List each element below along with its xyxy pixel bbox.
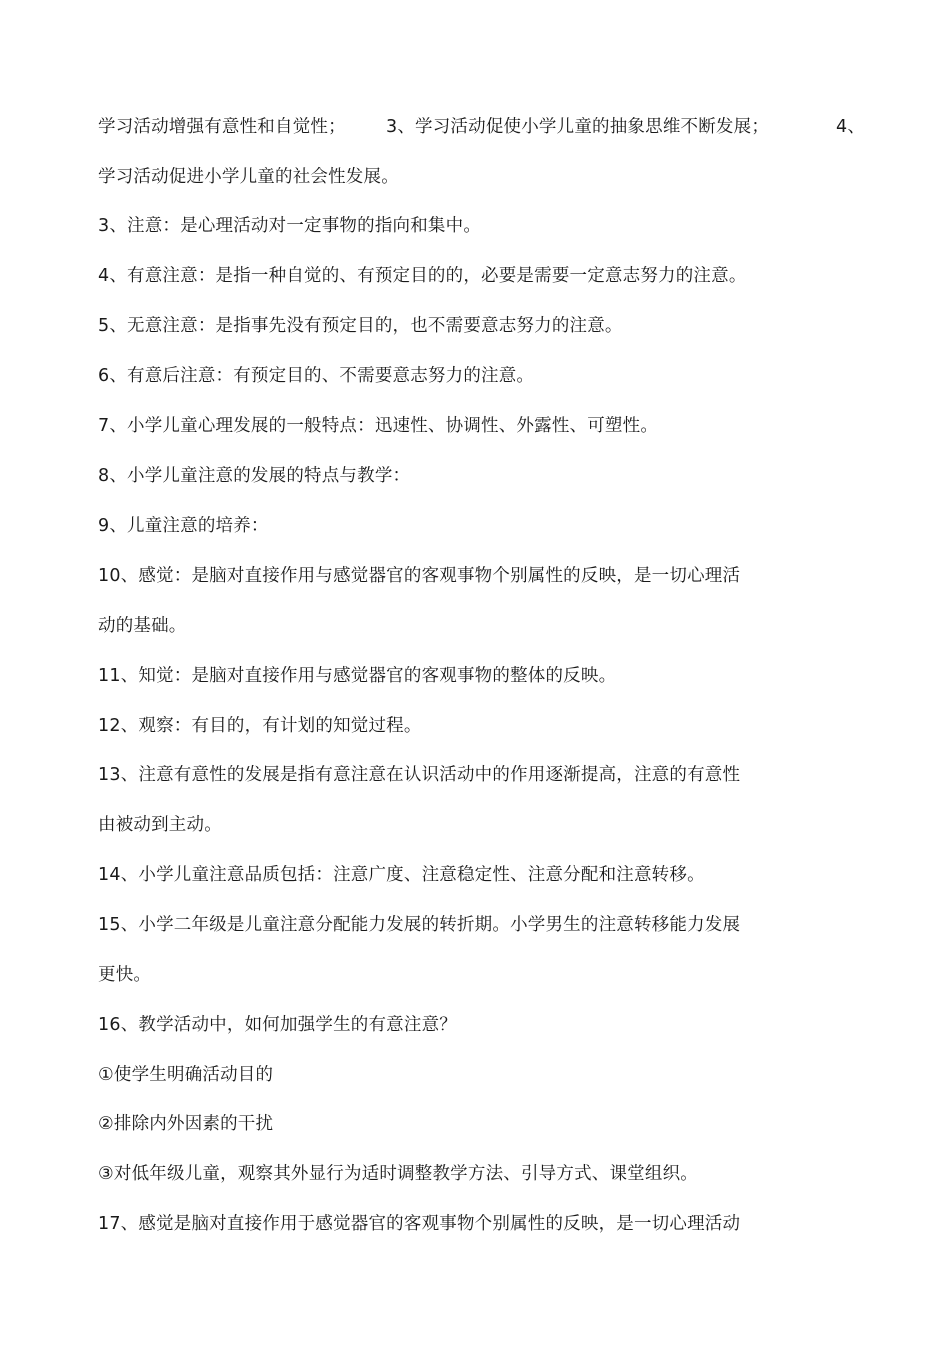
text-line-12: 11、知觉：是脑对直接作用与感觉器官的客观事物的整体的反映。 [98, 666, 617, 686]
text-line-22: ③对低年级儿童，观察其外显行为适时调整教学方法、引导方式、课堂组织。 [98, 1164, 698, 1184]
text-line-19: 16、教学活动中，如何加强学生的有意注意？ [98, 1015, 457, 1035]
text-line-23: 17、感觉是脑对直接作用于感觉器官的客观事物个别属性的反映，是一切心理活动 [98, 1214, 741, 1234]
text-segment-1b: 3、学习活动促使小学儿童的抽象思维不断发展； [386, 117, 770, 137]
text-line-4: 4、有意注意：是指一种自觉的、有预定目的的，必要是需要一定意志努力的注意。 [98, 266, 747, 286]
text-segment-1a: 学习活动增强有意性和自觉性； [98, 117, 346, 137]
text-line-13: 12、观察：有目的，有计划的知觉过程。 [98, 716, 422, 736]
text-line-2: 学习活动促进小学儿童的社会性发展。 [98, 167, 399, 187]
text-line-3: 3、注意：是心理活动对一定事物的指向和集中。 [98, 216, 482, 236]
text-line-11: 动的基础。 [98, 616, 187, 636]
text-line-8: 8、小学儿童注意的发展的特点与教学： [98, 466, 411, 486]
text-line-10: 10、感觉：是脑对直接作用与感觉器官的客观事物个别属性的反映，是一切心理活 [98, 566, 741, 586]
text-line-5: 5、无意注意：是指事先没有预定目的，也不需要意志努力的注意。 [98, 316, 623, 336]
text-line-14: 13、注意有意性的发展是指有意注意在认识活动中的作用逐渐提高，注意的有意性 [98, 765, 741, 785]
text-line-18: 更快。 [98, 965, 152, 985]
text-line-15: 由被动到主动。 [98, 815, 222, 835]
text-segment-1c: 4、 [836, 117, 866, 137]
text-line-17: 15、小学二年级是儿童注意分配能力发展的转折期。小学男生的注意转移能力发展 [98, 915, 741, 935]
text-line-21: ②排除内外因素的干扰 [98, 1114, 274, 1134]
text-line-9: 9、儿童注意的培养： [98, 516, 269, 536]
text-line-16: 14、小学儿童注意品质包括：注意广度、注意稳定性、注意分配和注意转移。 [98, 865, 705, 885]
text-line-7: 7、小学儿童心理发展的一般特点：迅速性、协调性、外露性、可塑性。 [98, 416, 659, 436]
text-line-20: ①使学生明确活动目的 [98, 1065, 274, 1085]
text-line-6: 6、有意后注意：有预定目的、不需要意志努力的注意。 [98, 366, 535, 386]
